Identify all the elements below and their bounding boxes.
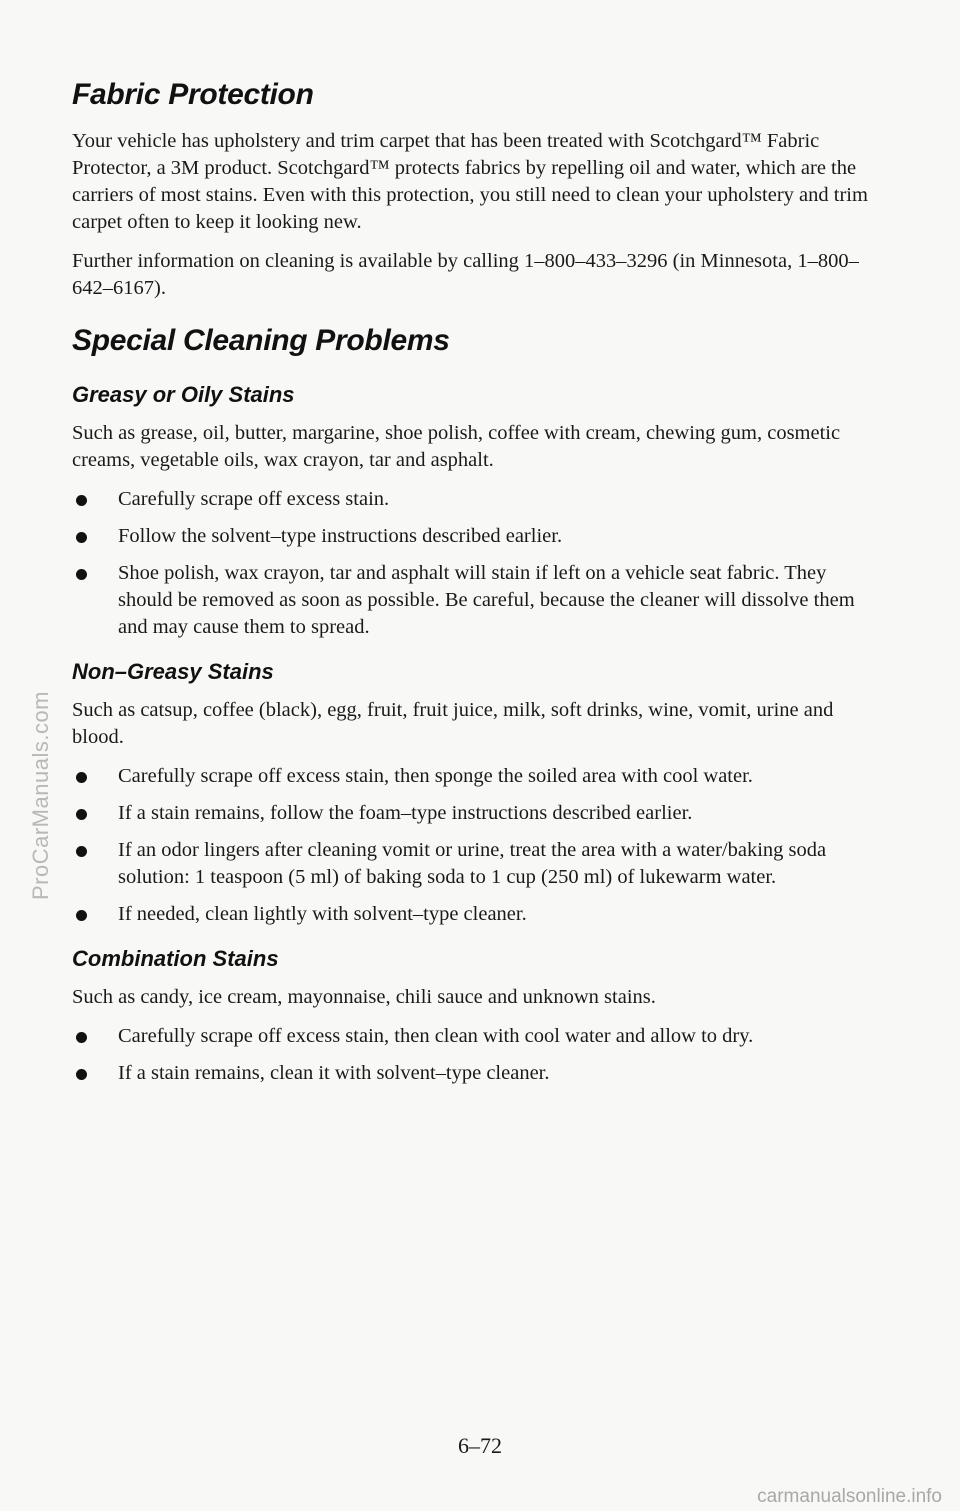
greasy-stains-intro: Such as grease, oil, butter, margarine, shoe polish, coffee with cream, chewing gum, cosmetic creams, vegetable oils, wax crayon, tar and asphalt. — [72, 422, 841, 471]
bullet-icon — [76, 846, 87, 857]
list-item-text: If a stain remains, follow the foam–type instructions described earlier. — [118, 802, 693, 824]
bullet-icon — [76, 1069, 87, 1080]
bullet-icon — [76, 910, 87, 921]
list-item — [72, 523, 872, 550]
footer-site-watermark: carmanualsonline.info — [757, 1486, 942, 1507]
list-item — [72, 763, 872, 790]
list-item — [72, 486, 872, 513]
non-greasy-stains-heading: Non–Greasy Stains — [72, 659, 274, 684]
list-item — [72, 837, 872, 891]
list-item-text: If needed, clean lightly with solvent–type cleaner. — [118, 903, 527, 925]
fabric-protection-paragraph: Your vehicle has upholstery and trim carpet that has been treated with Scotchgard™ Fabric Protector, a 3M product. Scotchgard™ protects fabrics by repelling oil and water, which are the carriers of most stains. Even with this protection, you still need to clean your upholstery and trim carpet often to keep it looking new. — [72, 130, 868, 233]
non-greasy-stains-intro: Such as catsup, coffee (black), egg, fruit, fruit juice, milk, soft drinks, wine, vomit, urine and blood. — [72, 699, 834, 748]
fabric-protection-heading: Fabric Protection — [72, 78, 314, 111]
manual-page — [72, 78, 872, 1105]
bullet-icon — [76, 1032, 87, 1043]
list-item — [72, 800, 872, 827]
bullet-icon — [76, 809, 87, 820]
list-item-text: Shoe polish, wax crayon, tar and asphalt will stain if left on a vehicle seat fabric. They should be removed as soon as possible. Be careful, because the cleaner will dissolve them and may cause them to spread. — [118, 562, 855, 638]
list-item-text: Carefully scrape off excess stain, then clean with cool water and allow to dry. — [118, 1025, 754, 1047]
list-item-text: Follow the solvent–type instructions described earlier. — [118, 525, 563, 547]
combination-stains-intro: Such as candy, ice cream, mayonnaise, chili sauce and unknown stains. — [72, 986, 656, 1008]
cleaning-info-paragraph: Further information on cleaning is available by calling 1–800–433–3296 (in Minnesota, 1–800–642–6167). — [72, 250, 859, 299]
bullet-icon — [76, 495, 87, 506]
list-item — [72, 901, 872, 928]
list-item-text: If a stain remains, clean it with solvent–type cleaner. — [118, 1062, 550, 1084]
greasy-stains-list — [72, 486, 872, 641]
non-greasy-stains-list — [72, 763, 872, 928]
watermark: ProCarManuals.com — [28, 690, 53, 900]
list-item — [72, 560, 872, 641]
list-item-text: Carefully scrape off excess stain, then sponge the soiled area with cool water. — [118, 765, 753, 787]
greasy-stains-heading: Greasy or Oily Stains — [72, 382, 295, 407]
bullet-icon — [76, 569, 87, 580]
bullet-icon — [76, 772, 87, 783]
list-item — [72, 1060, 872, 1087]
list-item-text: If an odor lingers after cleaning vomit or urine, treat the area with a water/baking soda solution: 1 teaspoon (5 ml) of baking soda to 1 cup (250 ml) of lukewarm water. — [118, 839, 827, 888]
combination-stains-heading: Combination Stains — [72, 946, 279, 971]
bullet-icon — [76, 532, 87, 543]
combination-stains-list — [72, 1023, 872, 1087]
page-number: 6–72 — [458, 1433, 502, 1458]
list-item — [72, 1023, 872, 1050]
list-item-text: Carefully scrape off excess stain. — [118, 488, 390, 510]
special-cleaning-heading: Special Cleaning Problems — [72, 324, 450, 357]
